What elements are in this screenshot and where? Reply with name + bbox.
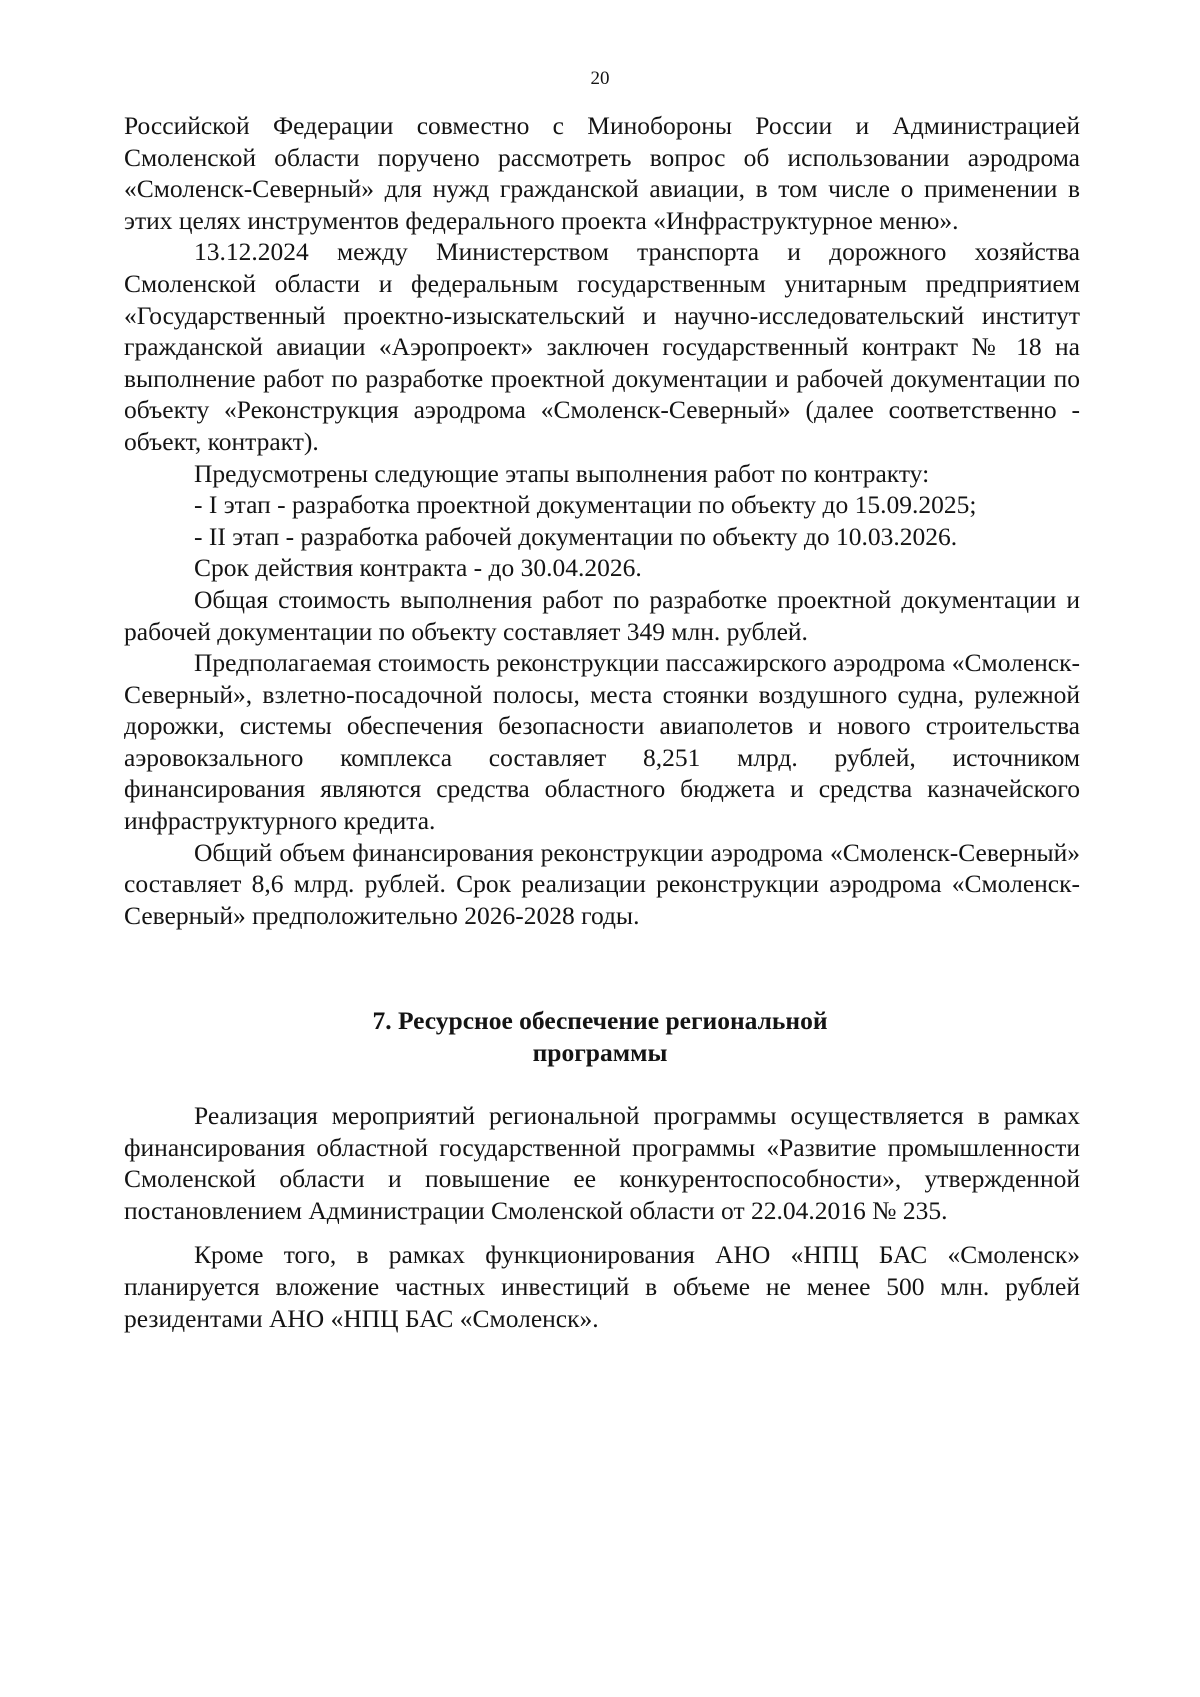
section-heading bbox=[0, 1005, 1200, 1069]
page-number: 20 bbox=[590, 68, 610, 89]
paragraph: Общая стоимость выполнения работ по разработке проектной документации и рабочей документации по объекту составляет 349 млн. рублей. bbox=[124, 584, 1080, 646]
section-heading-line: 7. Ресурсное обеспечение региональной bbox=[372, 1006, 828, 1035]
paragraph: Предполагаемая стоимость реконструкции пассажирского аэродрома «Смоленск-Северный», взлетно-посадочной полосы, места стоянки воздушного судна, рулежной дорожки, системы обеспечения безопасности авиаполетов и нового строительства аэровокзального комплекса составляет 8,251 млрд. рублей, источником финансирования являются средства областного бюджета и средства казначейского инфраструктурного кредита. bbox=[124, 648, 1080, 836]
paragraph: 13.12.2024 между Министерством транспорта и дорожного хозяйства Смоленской области и федеральным государственным унитарным предприятием «Государственный проектно-изыскательский и научно-исследовательский институт гражданской авиации «Аэропроект» заключен государственный контракт № 18 на выполнение работ по разработке проектной документации и рабочей документации по объекту «Реконструкция аэродрома «Смоленск-Северный» (далее соответственно - объект, контракт). bbox=[124, 237, 1080, 456]
paragraph: Российской Федерации совместно с Минобороны России и Администрацией Смоленской области поручено рассмотреть вопрос об использовании аэродрома «Смоленск-Северный» для нужд гражданской авиации, в том числе о применении в этих целях инструментов федерального проекта «Инфраструктурное меню». bbox=[124, 111, 1080, 235]
list-item: - I этап - разработка проектной документации по объекту до 15.09.2025; bbox=[194, 490, 977, 520]
paragraph: Предусмотрены следующие этапы выполнения работ по контракту: bbox=[194, 458, 930, 488]
body-text-upper bbox=[124, 110, 1080, 931]
list-item: - II этап - разработка рабочей документации по объекту до 10.03.2026. bbox=[194, 521, 958, 551]
paragraph: Общий объем финансирования реконструкции аэродрома «Смоленск-Северный» составляет 8,6 млрд. рублей. Срок реализации реконструкции аэродрома «Смоленск-Северный» предположительно 2026-2028 годы. bbox=[124, 837, 1080, 930]
section-heading-line: программы bbox=[532, 1038, 668, 1067]
paragraph: Срок действия контракта - до 30.04.2026. bbox=[194, 553, 642, 583]
paragraph: Реализация мероприятий региональной программы осуществляется в рамках финансирования областной государственной программы «Развитие промышленности Смоленской области и повышение ее конкурентоспособности», утвержденной постановлением Администрации Смоленской области от 22.04.2016 № 235. bbox=[124, 1101, 1080, 1225]
paragraph: Кроме того, в рамках функционирования АНО «НПЦ БАС «Смоленск» планируется вложение частных инвестиций в объеме не менее 500 млн. рублей резидентами АНО «НПЦ БАС «Смоленск». bbox=[124, 1240, 1080, 1333]
body-text-lower bbox=[124, 1100, 1080, 1334]
